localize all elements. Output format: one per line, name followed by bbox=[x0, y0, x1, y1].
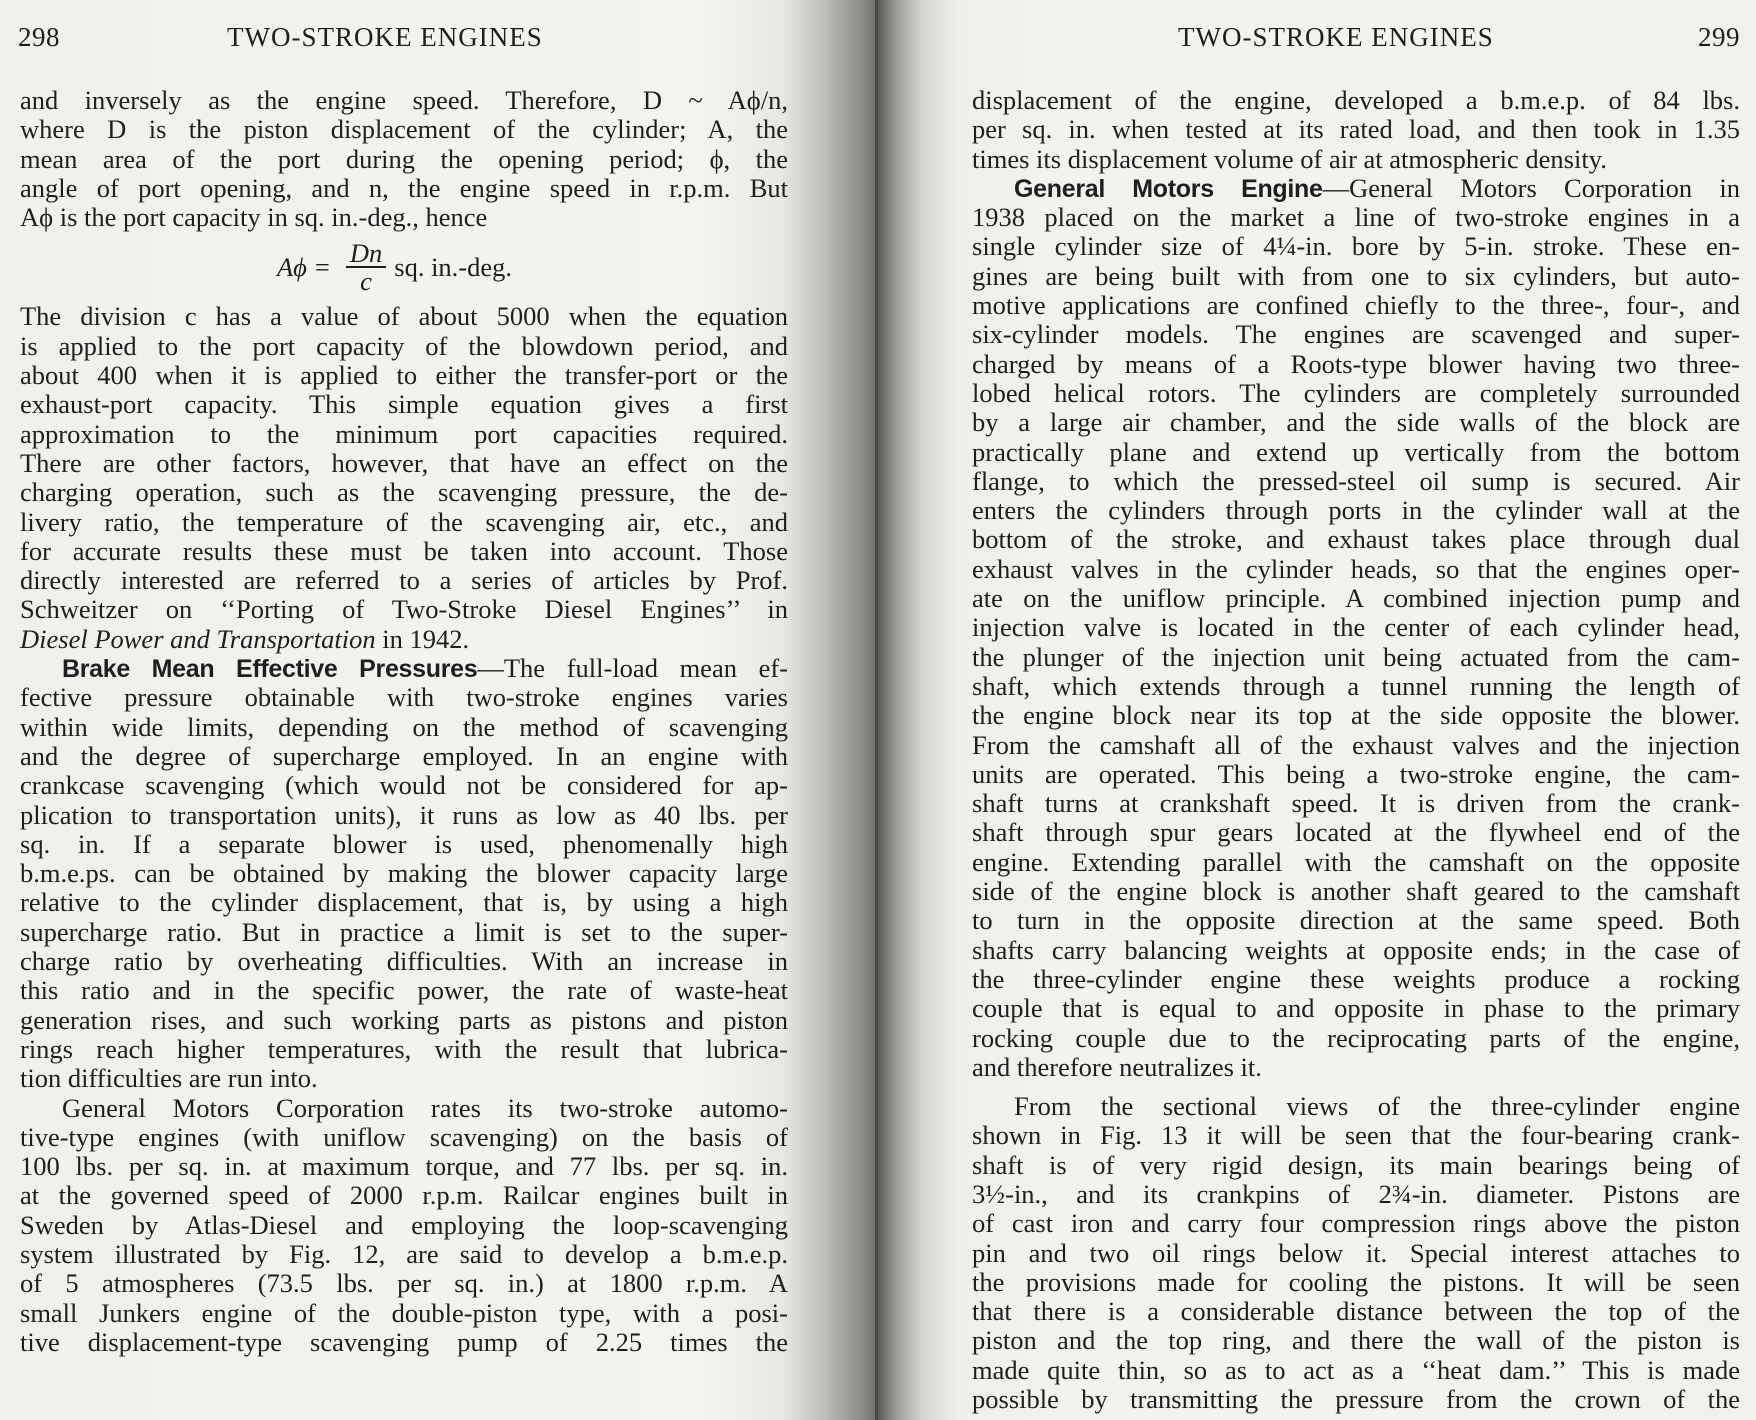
text-line: crankcase scavenging (which would not be considered for ap- bbox=[20, 770, 788, 801]
text-line: is applied to the port capacity of the blowdown period, and bbox=[20, 330, 788, 361]
section-heading-line bbox=[972, 174, 1740, 203]
heading-line-rest: —General Motors Corporation in bbox=[1322, 172, 1740, 203]
text-line: rings reach higher temperatures, with the result that lubrica- bbox=[20, 1033, 788, 1064]
text-line: approximation to the minimum port capacities required. bbox=[20, 418, 788, 449]
text-line: shaft turns at crankshaft speed. It is driven from the crank- bbox=[972, 788, 1740, 819]
section-heading: Brake Mean Effective Pressures bbox=[62, 655, 478, 684]
equation-numerator: Dn bbox=[346, 240, 386, 268]
text-line: Aϕ is the port capacity in sq. in.-deg., hence bbox=[20, 202, 488, 233]
text-line: supercharge ratio. But in practice a limit is set to the super- bbox=[20, 916, 788, 947]
equation-lhs: Aϕ bbox=[277, 251, 307, 282]
text-line: shafts carry balancing weights at opposite ends; in the case of bbox=[972, 934, 1740, 965]
text-line: practically plane and extend up vertically from the bottom bbox=[972, 436, 1740, 467]
port-capacity-equation bbox=[20, 238, 788, 296]
text-line: single cylinder size of 4¼-in. bore by 5-in. stroke. These en- bbox=[972, 231, 1740, 262]
intro-lines bbox=[20, 86, 788, 232]
section-heading-line bbox=[20, 654, 788, 683]
left-text-column bbox=[20, 86, 788, 1357]
text-line: relative to the cylinder displacement, that is, by using a high bbox=[20, 887, 788, 918]
text-line: b.m.e.ps. can be obtained by making the blower capacity large bbox=[20, 858, 788, 889]
text-line: side of the engine block is another shaft geared to the camshaft bbox=[972, 876, 1740, 907]
text-line: exhaust valves in the cylinder heads, so that the engines oper- bbox=[972, 553, 1740, 584]
running-head: TWO-STROKE ENGINES bbox=[227, 22, 543, 52]
text-line: tive-type engines (with uniflow scavenging) on the basis of bbox=[20, 1121, 788, 1152]
text-line: From the camshaft all of the exhaust valves and the injection bbox=[972, 729, 1740, 760]
running-head: TWO-STROKE ENGINES bbox=[1178, 22, 1494, 52]
text-line: shown in Fig. 13 it will be seen that the four-bearing crank- bbox=[972, 1120, 1740, 1151]
text-line: rocking couple due to the reciprocating parts of the engine, bbox=[972, 1022, 1740, 1053]
text-line: this ratio and in the specific power, the rate of waste-heat bbox=[20, 975, 788, 1006]
text-line: livery ratio, the temperature of the scavenging air, etc., and bbox=[20, 506, 788, 537]
text-line: for accurate results these must be taken into account. Those bbox=[20, 535, 788, 566]
text-line: at the governed speed of 2000 r.p.m. Railcar engines built in bbox=[20, 1180, 788, 1211]
text-line: Schweitzer on ‘‘Porting of Two-Stroke Diesel Engines’’ in bbox=[20, 594, 788, 625]
text-line: 1938 placed on the market a line of two-stroke engines in a bbox=[972, 202, 1740, 233]
text-line: motive applications are confined chiefly to the three-, four-, and bbox=[972, 290, 1740, 321]
text-line: piston and the top ring, and there the wall of the piston is bbox=[972, 1325, 1740, 1356]
page-number: 299 bbox=[1698, 22, 1740, 52]
text-line: injection valve is located in the center of each cylinder head, bbox=[972, 612, 1740, 643]
page-number: 298 bbox=[18, 22, 60, 52]
text-line: within wide limits, depending on the method of scavenging bbox=[20, 711, 788, 742]
text-line: by a large air chamber, and the side walls of the block are bbox=[972, 407, 1740, 438]
text-line: pin and two oil rings below it. Special interest attaches to bbox=[972, 1237, 1740, 1268]
text-line: charge ratio by overheating difficulties. With an increase in bbox=[20, 946, 788, 977]
division-paragraph bbox=[20, 302, 788, 654]
text-line: General Motors Corporation rates its two-stroke automo- bbox=[62, 1092, 788, 1123]
text-line: generation rises, and such working parts as pistons and piston bbox=[20, 1004, 788, 1035]
text-line: shaft is of very rigid design, its main bearings being of bbox=[972, 1149, 1740, 1180]
right-text-column bbox=[972, 86, 1740, 1414]
text-line: mean area of the port during the opening period; ϕ, the bbox=[20, 143, 788, 174]
text-line: angle of port opening, and n, the engine speed in r.p.m. But bbox=[20, 172, 788, 203]
text-line: to turn in the opposite direction at the same speed. Both bbox=[972, 905, 1740, 936]
text-line: 100 lbs. per sq. in. at maximum torque, and 77 lbs. per sq. in. bbox=[20, 1151, 788, 1182]
journal-title: Diesel Power and Transportation bbox=[20, 623, 376, 654]
citation-line bbox=[20, 625, 788, 654]
text-line: exhaust-port capacity. This simple equation gives a first bbox=[20, 389, 788, 420]
equation-denominator: c bbox=[360, 266, 372, 297]
text-line: plication to transportation units), it runs as low as 40 lbs. per bbox=[20, 799, 788, 830]
text-line: made quite thin, so as to act as a ‘‘heat dam.’’ This is made bbox=[972, 1354, 1740, 1385]
text-line: directly interested are referred to a series of articles by Prof. bbox=[20, 565, 788, 596]
text-line: the plunger of the injection unit being actuated from the cam- bbox=[972, 641, 1740, 672]
text-line: and inversely as the engine speed. Therefore, D ~ Aϕ/n, bbox=[20, 85, 788, 115]
text-line: There are other factors, however, that have an effect on the bbox=[20, 447, 788, 478]
gm-engine-section bbox=[972, 174, 1740, 1082]
section-heading: General Motors Engine bbox=[1014, 174, 1323, 203]
text-line: tive displacement-type scavenging pump of 2.25 times the bbox=[20, 1326, 788, 1357]
equation-units: sq. in.-deg. bbox=[394, 251, 513, 282]
text-line: displacement of the engine, developed a b.m.e.p. of 84 lbs. bbox=[972, 85, 1740, 115]
text-line: 3½-in., and its crankpins of 2¾-in. diameter. Pistons are bbox=[972, 1178, 1740, 1209]
text-line: Sweden by Atlas-Diesel and employing the loop-scavenging bbox=[20, 1209, 788, 1240]
text-line: small Junkers engine of the double-piston type, with a posi- bbox=[20, 1297, 788, 1328]
text-line: ate on the uniflow principle. A combined injection pump and bbox=[972, 583, 1740, 614]
text-line: charging operation, such as the scavenging pressure, the de- bbox=[20, 477, 788, 508]
text-line: of 5 atmospheres (73.5 lbs. per sq. in.) at 1800 r.p.m. A bbox=[20, 1268, 788, 1299]
text-line: and therefore neutralizes it. bbox=[972, 1051, 1262, 1082]
text-line: that there is a considerable distance between the top of the bbox=[972, 1296, 1740, 1327]
text-line: the three-cylinder engine these weights produce a rocking bbox=[972, 963, 1740, 994]
text-line: From the sectional views of the three-cylinder engine bbox=[1014, 1091, 1740, 1122]
text-line: the engine block near its top at the side opposite the blower. bbox=[972, 700, 1740, 731]
text-line: bottom of the stroke, and exhaust takes place through dual bbox=[972, 524, 1740, 555]
text-line: shaft, which extends through a tunnel running the length of bbox=[972, 670, 1740, 701]
heading-line-rest: —The full-load mean ef- bbox=[477, 653, 788, 684]
text-line: shaft through spur gears located at the flywheel end of the bbox=[972, 817, 1740, 848]
text-line: gines are being built with from one to six cylinders, but auto- bbox=[972, 260, 1740, 291]
gm-rating-paragraph bbox=[20, 1094, 788, 1358]
text-line: times its displacement volume of air at atmospheric density. bbox=[972, 143, 1607, 174]
text-line: per sq. in. when tested at its rated load, and then took in 1.35 bbox=[972, 114, 1740, 145]
text-line: where D is the piston displacement of the cylinder; A, the bbox=[20, 114, 788, 145]
sectional-views-paragraph bbox=[972, 1092, 1740, 1414]
text-line: about 400 when it is applied to either the transfer-port or the bbox=[20, 360, 788, 391]
text-line: and the degree of supercharge employed. In an engine with bbox=[20, 740, 788, 771]
text-line: system illustrated by Fig. 12, are said to develop a b.m.e.p. bbox=[20, 1238, 788, 1269]
text-line: engine. Extending parallel with the camshaft on the opposite bbox=[972, 846, 1740, 877]
bmep-section bbox=[20, 654, 788, 1093]
text-line: possible by transmitting the pressure from the crown of the bbox=[972, 1384, 1740, 1415]
continuation-paragraph bbox=[972, 86, 1740, 174]
text-line: sq. in. If a separate blower is used, phenomenally high bbox=[20, 828, 788, 859]
text-line: fective pressure obtainable with two-stroke engines varies bbox=[20, 682, 788, 713]
text-line: lobed helical rotors. The cylinders are completely surrounded bbox=[972, 377, 1740, 408]
text-line: flange, to which the pressed-steel oil sump is secured. Air bbox=[972, 465, 1740, 496]
book-gutter bbox=[875, 0, 878, 1420]
text-line: charged by means of a Roots-type blower having two three- bbox=[972, 348, 1740, 379]
text-line: couple that is equal to and opposite in phase to the primary bbox=[972, 993, 1740, 1024]
text-line: of cast iron and carry four compression rings above the piston bbox=[972, 1208, 1740, 1239]
text-line: enters the cylinders through ports in the cylinder wall at the bbox=[972, 495, 1740, 526]
text-line: The division c has a value of about 5000 when the equation bbox=[20, 301, 788, 332]
equation-equals: = bbox=[314, 251, 330, 282]
equation-fraction bbox=[346, 238, 386, 297]
text-line: the provisions made for cooling the pistons. It will be seen bbox=[972, 1266, 1740, 1297]
text-line: six-cylinder models. The engines are scavenged and super- bbox=[972, 319, 1740, 350]
text-line: tion difficulties are run into. bbox=[20, 1063, 318, 1094]
citation-year: in 1942. bbox=[375, 623, 470, 654]
text-line: units are operated. This being a two-stroke engine, the cam- bbox=[972, 758, 1740, 789]
